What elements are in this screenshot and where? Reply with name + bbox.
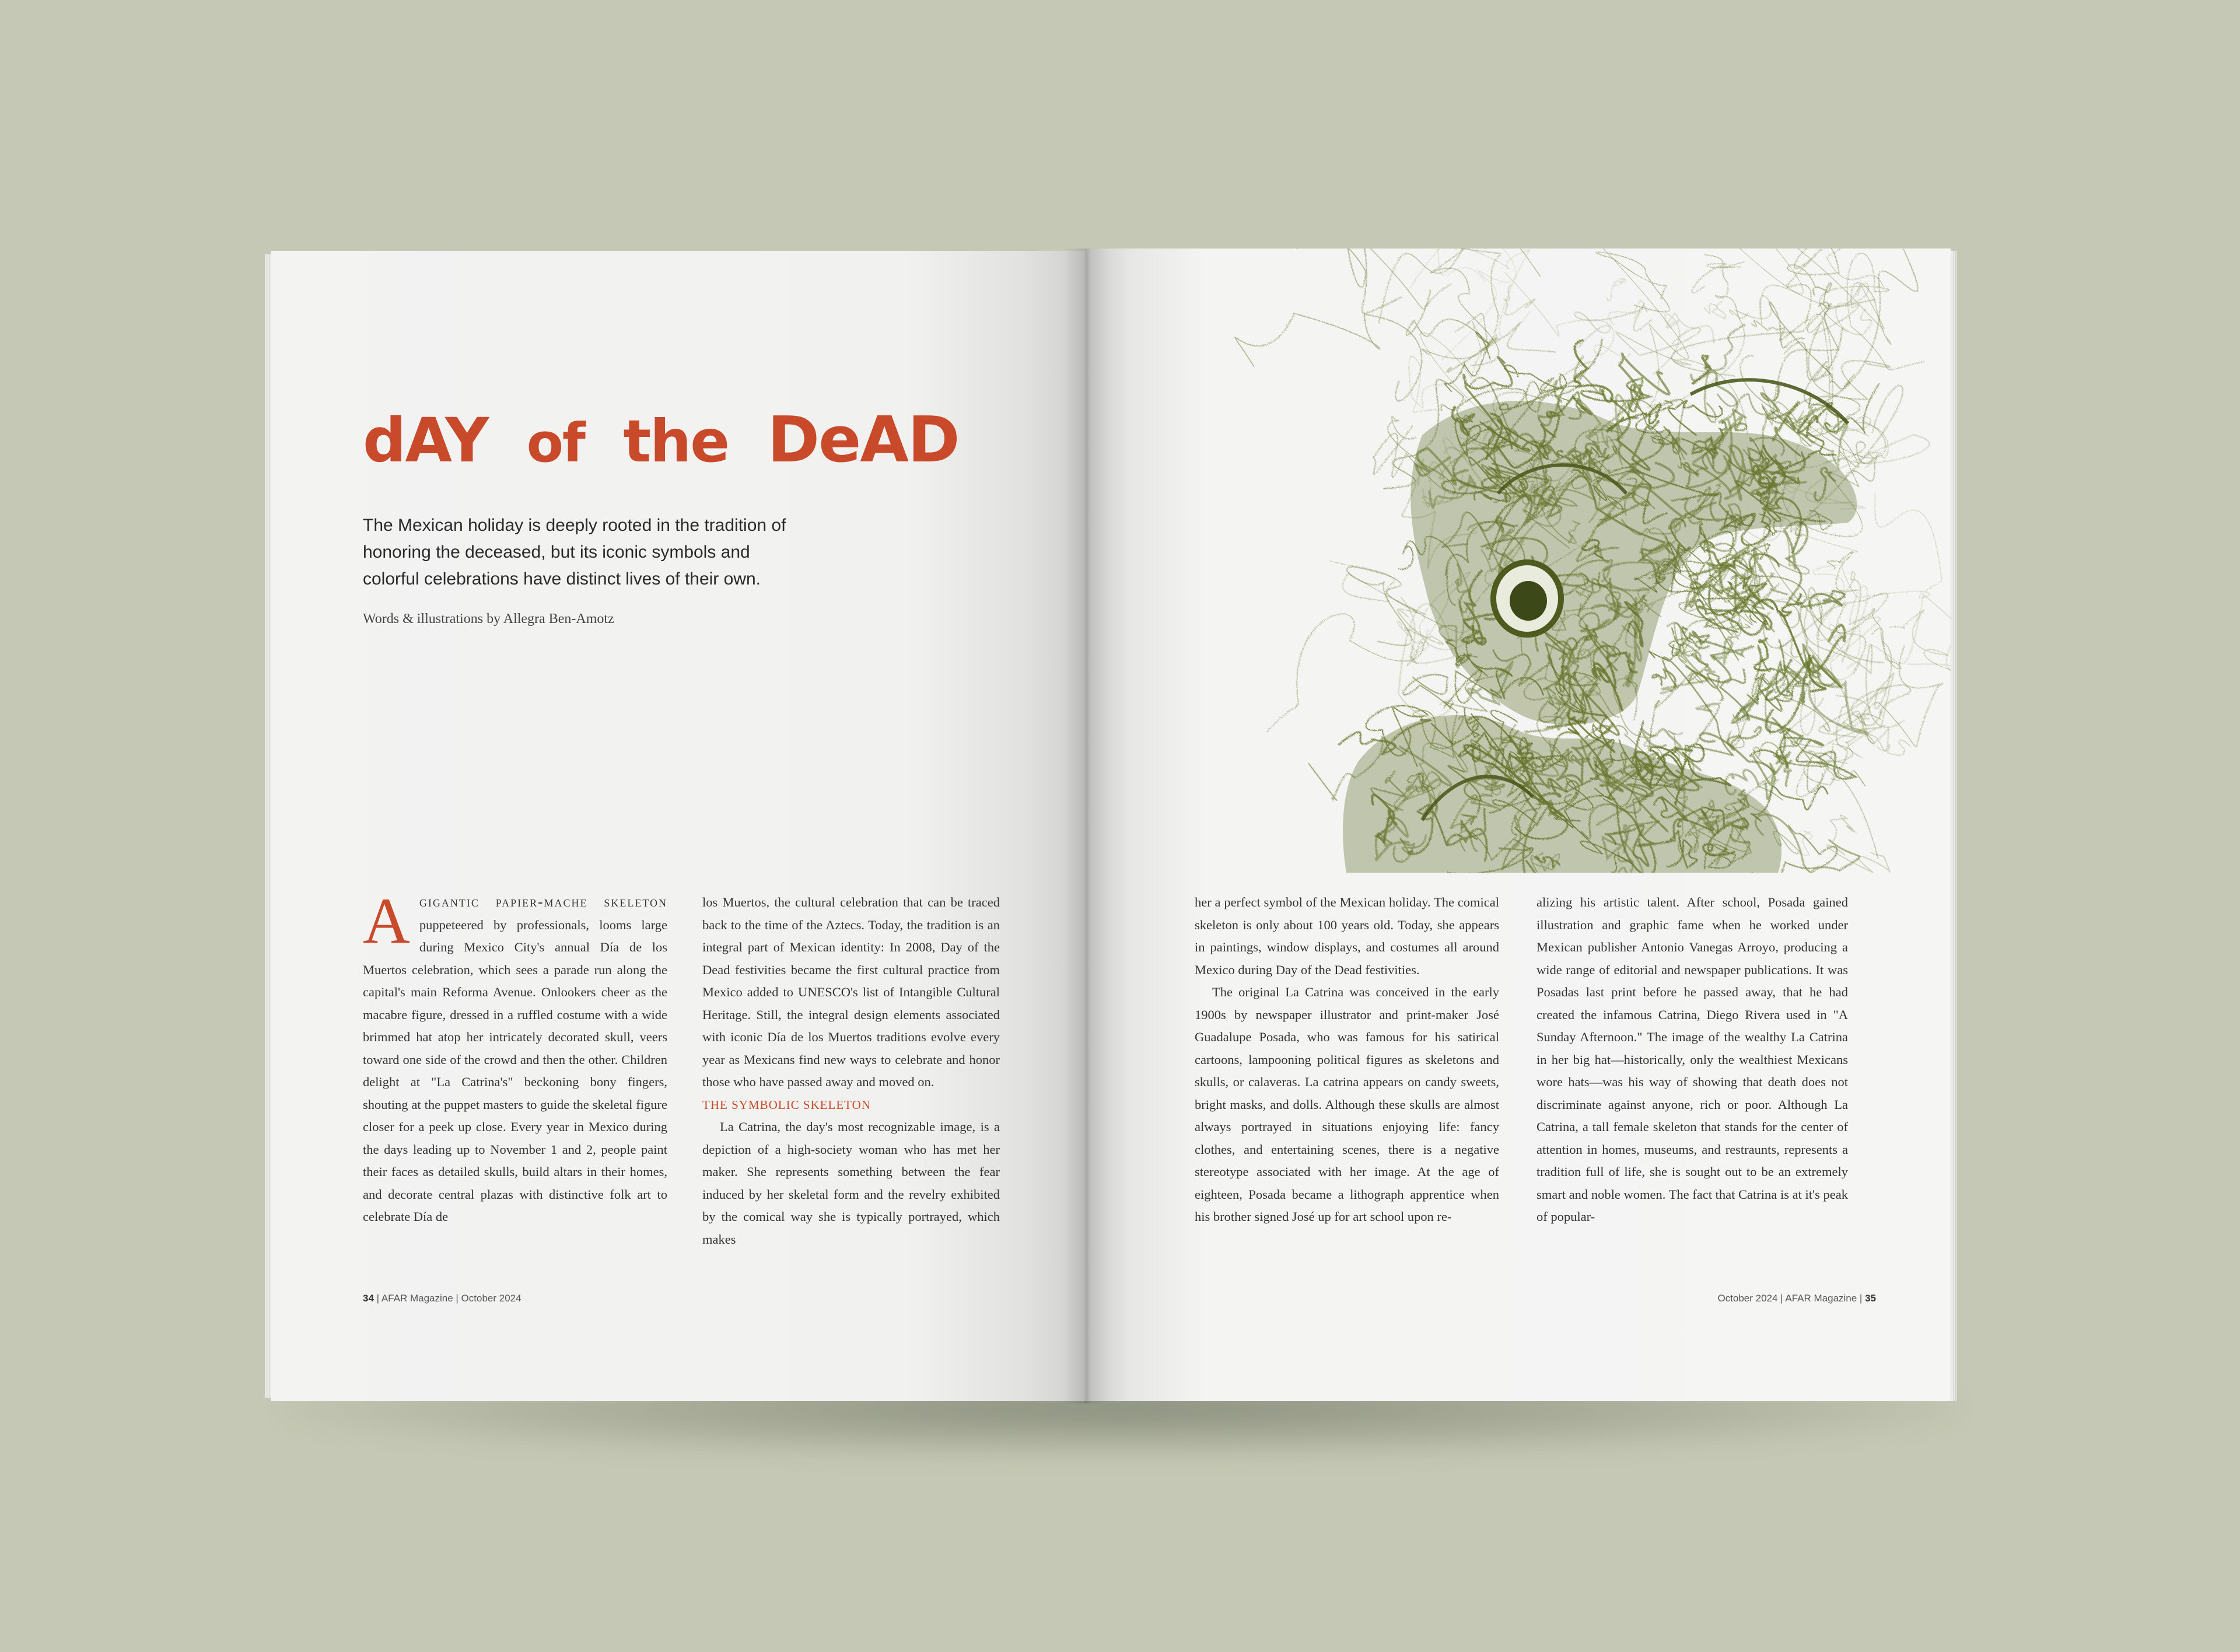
lead-in: gigantic papier-mache skeleton xyxy=(419,894,667,910)
body-column-3 xyxy=(1195,891,1499,1228)
scribble-stroke xyxy=(1420,321,1497,418)
lead-paragraph xyxy=(363,885,667,1228)
folio-text: | AFAR Magazine | October 2024 xyxy=(373,1293,522,1304)
page-folio-right xyxy=(1717,1293,1876,1304)
page-number: 34 xyxy=(363,1293,374,1304)
title-word: the xyxy=(623,407,729,475)
drop-cap: A xyxy=(363,885,410,957)
body-paragraph: her a perfect symbol of the Mexican holiday. The comical skeleton is only about 100 years old. Today, she appears in paintings, window displays, and costumes all around Mexico during Day of the Dead festivities. xyxy=(1195,895,1499,977)
scribble-stroke xyxy=(1836,283,1872,335)
scribble-stroke xyxy=(1804,646,1878,858)
scribble-stroke xyxy=(1505,272,1630,356)
body-paragraph: los Muertos, the cultural celebration that can be traced back to the time of the Aztecs. Today, the tradition is an integral part of Mexican identity: In 2008, Day of the Dead festivities became the first cultural practice from Mexico added to UNESCO's list of Intangible Cultural Heritage. Still, the integral design elements associated with iconic Día de los Muertos traditions evolve every year as Mexicans find new ways to celebrate and honor those who have passed away and moved on. xyxy=(702,895,1000,1089)
scribble-stroke xyxy=(1403,675,1452,709)
scribble-stroke xyxy=(1826,367,1854,389)
scribble-stroke xyxy=(1712,639,1732,663)
body-paragraph: The original La Catrina was conceived in the early 1900s by newspaper illustrator and print-maker José Guadalupe Posada, who was famous for his satirical cartoons, lampooning political figures as skeletons and skulls, or calaveras. La catrina appears on candy sweets, bright masks, and dolls. Although these skulls are almost always portrayed in situations enjoying life: fancy clothes, and entertaining scenes, there is a negative stereotype associated with her image. At the age of eighteen, Posada became a lithograph apprentice when his brother signed José up for art school upon re- xyxy=(1195,985,1499,1224)
scribble-stroke xyxy=(1831,815,1856,841)
folio-text: October 2024 | AFAR Magazine | xyxy=(1717,1293,1866,1304)
page-folio-left xyxy=(363,1293,522,1304)
scribble-stroke xyxy=(1801,591,1845,608)
section-subhead: THE SYMBOLIC SKELETON xyxy=(702,1097,871,1112)
scribble-stroke xyxy=(1444,332,1490,391)
byline: Words & illustrations by Allegra Ben-Amotz xyxy=(363,611,614,626)
scribble-stroke xyxy=(1609,300,1647,325)
scribble-stroke xyxy=(1409,356,1441,412)
scribble-stroke xyxy=(1329,561,1426,615)
scribble-stroke xyxy=(1296,249,1402,313)
right-page xyxy=(1085,249,1951,1401)
spine-gutter xyxy=(1063,249,1110,1404)
body-column-1 xyxy=(363,885,667,1228)
article-title xyxy=(363,399,975,478)
scribble-stroke xyxy=(1504,285,1535,314)
la-catrina-illustration xyxy=(1148,249,1951,873)
body-paragraph: La Catrina, the day's most recognizable image, is a depiction of a high-society woman who has met her maker. She represents something between the fear induced by her skeletal form and the revelry exhibited by the comical way she is typically portrayed, which makes xyxy=(702,1119,1000,1247)
article-dek: The Mexican holiday is deeply rooted in the tradition of honoring the deceased, but its iconic symbols and colorful celebrations have distinct lives of their own. xyxy=(363,516,786,589)
title-word: of xyxy=(526,412,584,474)
scribble-stroke xyxy=(1692,262,1744,293)
scribble-stroke xyxy=(1784,249,1918,404)
body-column-2 xyxy=(702,891,1000,1251)
title-word: DeAD xyxy=(767,404,959,477)
scribble-stroke xyxy=(1406,290,1497,372)
scribble-stroke xyxy=(1755,639,1771,671)
body-text: puppeteered by professionals, looms large during Mexico City's annual Día de los Muertos celebration, which sees a parade run along the capital's main Reforma Avenue. Onlookers cheer as the macabre figure, dressed in a ruffled costume with a wide brimmed hat atop her intricately decorated skull, veers toward one side of the crowd and then the other. Children delight at "La Catrina's" beckoning bony fingers, shouting at the puppet masters to guide the skeletal figure closer for a peek up close. Every year in Mexico during the days leading up to November 1 and 2, people paint their faces as detailed skulls, build altars in their homes, and decorate central plazas with distinctive folk art to celebrate Día de xyxy=(363,917,667,1224)
scribble-stroke xyxy=(1889,610,1951,670)
scribble-stroke xyxy=(1266,614,1423,732)
scribble-stroke xyxy=(1870,595,1951,672)
body-column-4 xyxy=(1536,891,1848,1228)
body-paragraph: alizing his artistic talent. After school, Posada gained illustration and graphic fame when he worked under Mexican publisher Antonio Vanegas Arroyo, producing a wide range of editorial and newspaper publications. It was Posadas last print before he passed away, that he had created the infamous Catrina, Diego Rivera used in "A Sunday Afternoon." The image of the wealthy La Catrina in her big hat—historically, only the wealthiest Mexicans wore hats—was his way of showing that death does not discriminate against anyone, rich or poor. Although La Catrina, a tall female skeleton that stands for the center of attention in homes, museums, and restraunts, represents a tradition full of life, she is sought out to be an extremely smart and noble women. The fact that Catrina is at it's peak of popular- xyxy=(1536,895,1848,1224)
scribble-stroke xyxy=(1754,548,1788,594)
page-number: 35 xyxy=(1865,1293,1876,1304)
scribble-stroke xyxy=(1669,400,1723,435)
skull-eye-icon xyxy=(1493,562,1561,635)
scribble-stroke xyxy=(1619,354,1669,398)
scribble-stroke xyxy=(1769,302,1842,382)
scribble-stroke xyxy=(1235,313,1422,401)
scribble-stroke xyxy=(1704,302,1726,319)
title-word: dAY xyxy=(363,405,488,476)
scribble-stroke xyxy=(1430,249,1500,366)
scribble-stroke xyxy=(1607,279,1626,301)
left-page xyxy=(271,251,1085,1401)
scribble-stroke xyxy=(1597,252,1670,312)
